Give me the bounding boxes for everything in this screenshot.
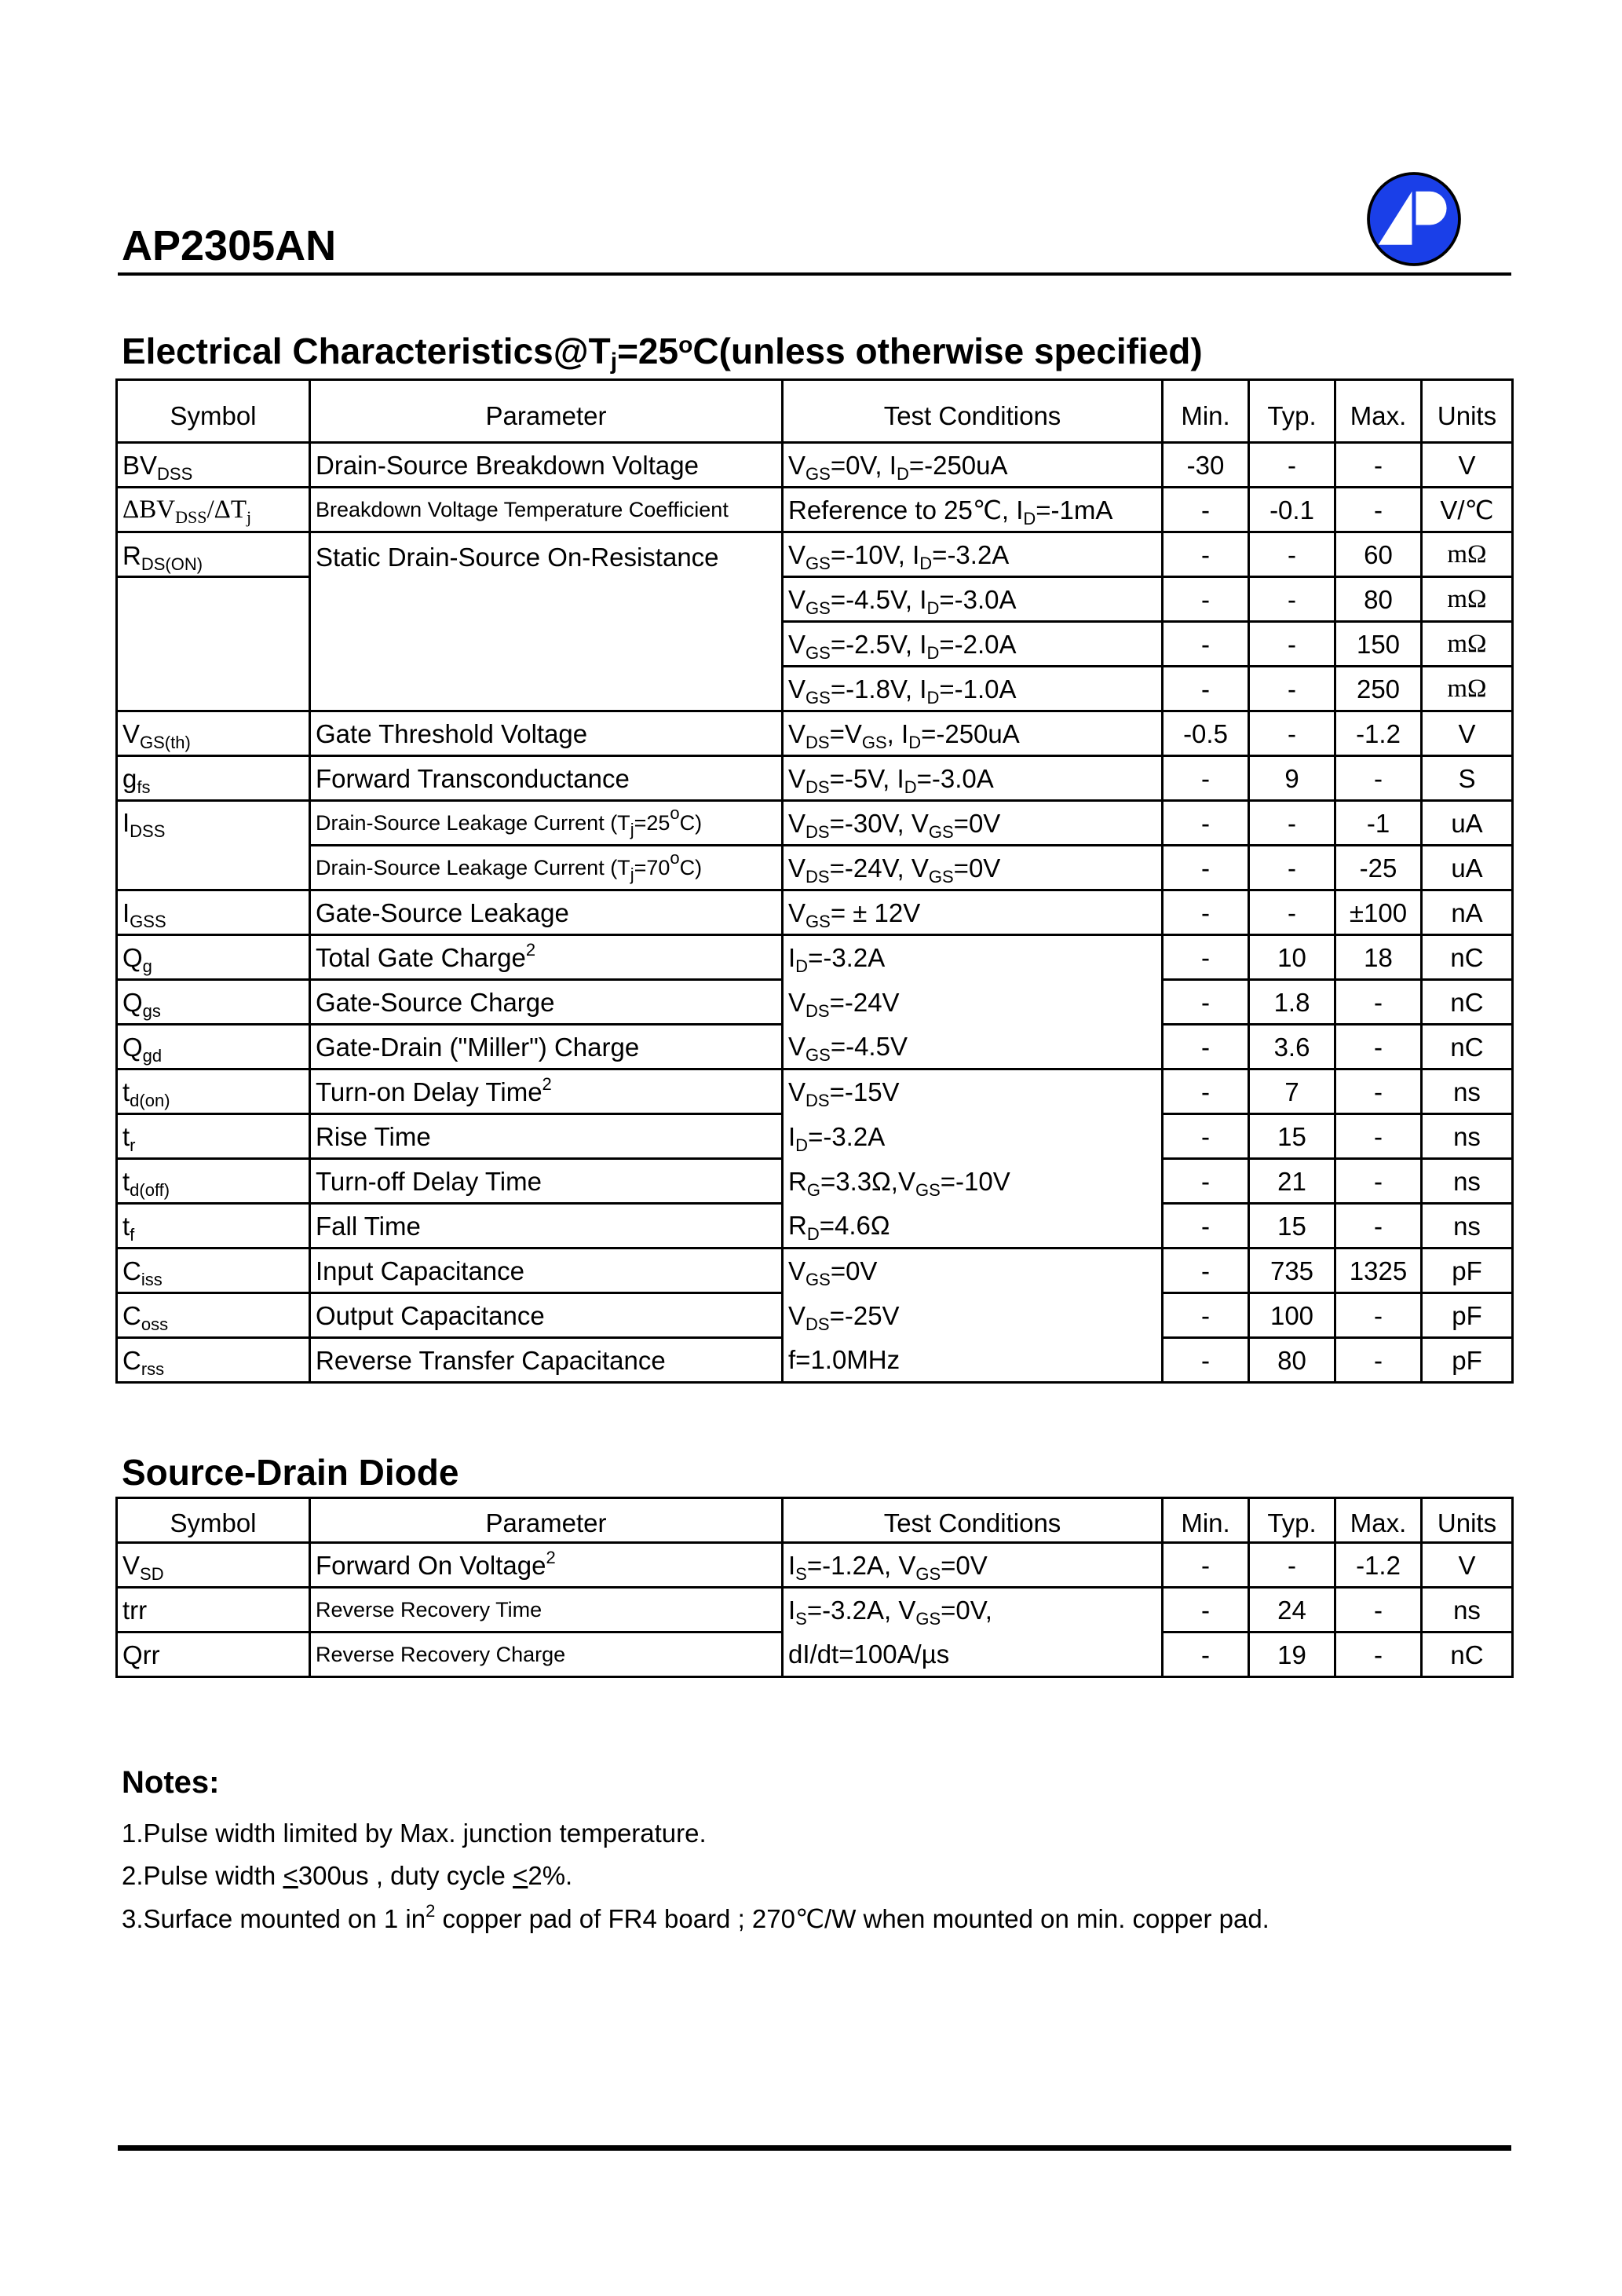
typ-value: 1.8 — [1249, 980, 1335, 1025]
notes-title: Notes: — [122, 1765, 220, 1800]
min-value: - — [1163, 577, 1249, 622]
typ-value: - — [1249, 890, 1335, 935]
symbol: $C_{oss}$ — [117, 1293, 310, 1338]
units: pF — [1422, 1249, 1513, 1293]
typ-value: 100 — [1249, 1293, 1335, 1338]
typ-value: - — [1249, 711, 1335, 756]
test-condition: $V_{GS}=-10V$, $I_D=-3.2A$ — [783, 532, 1163, 577]
table-row — [117, 890, 1513, 935]
min-value: - — [1163, 622, 1249, 667]
symbol: Qrr — [117, 1632, 310, 1677]
note-1: 1.Pulse width limited by Max. junction temperature. — [122, 1819, 707, 1848]
test-condition: $V_{DS}=-25V$ — [783, 1293, 1163, 1338]
table-row — [117, 846, 1513, 890]
units: mΩ — [1422, 622, 1513, 667]
units: nC — [1422, 1025, 1513, 1069]
typ-value: 7 — [1249, 1069, 1335, 1114]
symbol: $C_{rss}$ — [117, 1338, 310, 1383]
parameter: Input Capacitance — [310, 1249, 783, 1293]
table-row — [117, 711, 1513, 756]
parameter: Static Drain-Source On-Resistance — [310, 532, 783, 711]
min-value: - — [1163, 1114, 1249, 1159]
max-value: -1.2 — [1335, 1543, 1422, 1588]
min-value: - — [1163, 1338, 1249, 1383]
units: nC — [1422, 980, 1513, 1025]
table-row — [117, 443, 1513, 488]
typ-value: 10 — [1249, 935, 1335, 980]
test-condition: $R_G=3.3\Omega,V_{GS}=-10V$ — [783, 1159, 1163, 1204]
max-value: 150 — [1335, 622, 1422, 667]
test-condition: $V_{GS}=-4.5V$ — [783, 1025, 1163, 1069]
units: ns — [1422, 1069, 1513, 1114]
table-row — [117, 1249, 1513, 1293]
test-condition: $V_{DS}=V_{GS}$, $I_D=-250uA$ — [783, 711, 1163, 756]
sd-section-title: Source-Drain Diode — [122, 1452, 459, 1493]
test-condition: f=1.0MHz — [783, 1338, 1163, 1383]
table-row — [117, 1588, 1513, 1632]
units: V — [1422, 1543, 1513, 1588]
col-parameter: Parameter — [310, 380, 783, 443]
test-condition: $V_{GS}=0V$, $I_D=-250uA$ — [783, 443, 1163, 488]
min-value: - — [1163, 1632, 1249, 1677]
col-symbol: Symbol — [117, 1498, 310, 1543]
table-row — [117, 1543, 1513, 1588]
typ-value: 15 — [1249, 1204, 1335, 1249]
max-value: ±100 — [1335, 890, 1422, 935]
symbol: $I_{GSS}$ — [117, 890, 310, 935]
symbol: $t_{d(on)}$ — [117, 1069, 310, 1114]
parameter: Forward On Voltage$^2$ — [310, 1543, 783, 1588]
table-row — [117, 1114, 1513, 1159]
max-value: - — [1335, 1293, 1422, 1338]
parameter: Fall Time — [310, 1204, 783, 1249]
test-condition: $V_{GS}= \pm 12V$ — [783, 890, 1163, 935]
min-value: -30 — [1163, 443, 1249, 488]
table-row — [117, 1338, 1513, 1383]
table-row — [117, 756, 1513, 801]
table-row — [117, 1293, 1513, 1338]
col-test-conditions: Test Conditions — [783, 1498, 1163, 1543]
max-value: - — [1335, 1588, 1422, 1632]
min-value: - — [1163, 1249, 1249, 1293]
symbol: $Q_{gd}$ — [117, 1025, 310, 1069]
test-condition: $I_S=-1.2A$, $V_{GS}=0V$ — [783, 1543, 1163, 1588]
units: V/℃ — [1422, 488, 1513, 532]
max-value: 250 — [1335, 667, 1422, 711]
note-3: 3.Surface mounted on 1 $in^2$ copper pad of FR4 board ; 270℃/W when mounted on min. copper pad. — [122, 1901, 1269, 1933]
typ-value: - — [1249, 1543, 1335, 1588]
symbol: $C_{iss}$ — [117, 1249, 310, 1293]
units: mΩ — [1422, 667, 1513, 711]
min-value: - — [1163, 1069, 1249, 1114]
units: V — [1422, 711, 1513, 756]
parameter: Reverse Transfer Capacitance — [310, 1338, 783, 1383]
col-parameter: Parameter — [310, 1498, 783, 1543]
symbol: $t_{d(off)}$ — [117, 1159, 310, 1204]
typ-value: 21 — [1249, 1159, 1335, 1204]
col-min: Min. — [1163, 1498, 1249, 1543]
ec-section-title: Electrical $Characteristics@T_j=25^oC(unless$ otherwise specified) — [122, 331, 1203, 375]
table-header-row — [117, 1498, 1513, 1543]
test-condition: $V_{DS}=-24V$ — [783, 980, 1163, 1025]
test-condition: $V_{DS}=-5V$, $I_D=-3.0A$ — [783, 756, 1163, 801]
min-value: - — [1163, 801, 1249, 846]
test-condition: $R_D=4.6\Omega$ — [783, 1204, 1163, 1249]
parameter: Reverse Recovery Time — [310, 1588, 783, 1632]
symbol-empty — [117, 577, 310, 711]
parameter: Forward Transconductance — [310, 756, 783, 801]
test-condition: $V_{GS}=-4.5V$, $I_D=-3.0A$ — [783, 577, 1163, 622]
max-value: - — [1335, 756, 1422, 801]
parameter: Gate-Source Leakage — [310, 890, 783, 935]
min-value: - — [1163, 890, 1249, 935]
col-max: Max. — [1335, 380, 1422, 443]
units: V — [1422, 443, 1513, 488]
symbol: $Q_g$ — [117, 935, 310, 980]
units: ns — [1422, 1114, 1513, 1159]
max-value: -1.2 — [1335, 711, 1422, 756]
symbol: $t_f$ — [117, 1204, 310, 1249]
min-value: - — [1163, 667, 1249, 711]
units: nC — [1422, 935, 1513, 980]
parameter: Gate Threshold Voltage — [310, 711, 783, 756]
max-value: - — [1335, 1025, 1422, 1069]
symbol: trr — [117, 1588, 310, 1632]
electrical-characteristics-table — [115, 378, 1514, 1384]
document-title: AP2305AN — [122, 222, 337, 269]
units: mΩ — [1422, 532, 1513, 577]
min-value: - — [1163, 935, 1249, 980]
test-condition: Reference to 25℃, $I_D=-1mA$ — [783, 488, 1163, 532]
typ-value: - — [1249, 846, 1335, 890]
units: mΩ — [1422, 577, 1513, 622]
test-condition: $V_{DS}=-15V$ — [783, 1069, 1163, 1114]
min-value: - — [1163, 846, 1249, 890]
typ-value: 735 — [1249, 1249, 1335, 1293]
units: pF — [1422, 1293, 1513, 1338]
test-condition: $V_{GS}=-1.8V$, $I_D=-1.0A$ — [783, 667, 1163, 711]
min-value: - — [1163, 1588, 1249, 1632]
col-min: Min. — [1163, 380, 1249, 443]
units: uA — [1422, 801, 1513, 846]
typ-value: - — [1249, 532, 1335, 577]
min-value: - — [1163, 1543, 1249, 1588]
symbol: $V_{SD}$ — [117, 1543, 310, 1588]
source-drain-diode-table — [115, 1497, 1514, 1678]
col-units: Units — [1422, 380, 1513, 443]
col-units: Units — [1422, 1498, 1513, 1543]
typ-value: 3.6 — [1249, 1025, 1335, 1069]
table-row — [117, 1069, 1513, 1114]
table-row — [117, 801, 1513, 846]
test-condition: $V_{GS}=-2.5V$, $I_D=-2.0A$ — [783, 622, 1163, 667]
parameter: Breakdown Voltage Temperature Coefficient — [310, 488, 783, 532]
symbol: $g_{fs}$ — [117, 756, 310, 801]
max-value: -25 — [1335, 846, 1422, 890]
max-value: -1 — [1335, 801, 1422, 846]
min-value: - — [1163, 532, 1249, 577]
min-value: - — [1163, 1204, 1249, 1249]
table-row — [117, 1025, 1513, 1069]
test-condition: dI/dt=100A/µs — [783, 1632, 1163, 1677]
max-value: - — [1335, 443, 1422, 488]
min-value: - — [1163, 1025, 1249, 1069]
typ-value: - — [1249, 443, 1335, 488]
max-value: - — [1335, 1632, 1422, 1677]
units: nC — [1422, 1632, 1513, 1677]
col-typ: Typ. — [1249, 380, 1335, 443]
test-condition: $I_D=-3.2A$ — [783, 1114, 1163, 1159]
col-max: Max. — [1335, 1498, 1422, 1543]
units: pF — [1422, 1338, 1513, 1383]
typ-value: 24 — [1249, 1588, 1335, 1632]
symbol: $V_{GS(th)}$ — [117, 711, 310, 756]
symbol: $R_{DS(ON)}$ — [117, 532, 310, 577]
test-condition: $V_{DS}=-24V$, $V_{GS}=0V$ — [783, 846, 1163, 890]
typ-value: - — [1249, 667, 1335, 711]
max-value: - — [1335, 488, 1422, 532]
col-test-conditions: Test Conditions — [783, 380, 1163, 443]
parameter: Drain-Source Leakage Current $(T_j=25^oC)$ — [310, 801, 783, 846]
parameter: Drain-Source Breakdown Voltage — [310, 443, 783, 488]
table-header-row — [117, 380, 1513, 443]
max-value: - — [1335, 1338, 1422, 1383]
typ-value: - — [1249, 801, 1335, 846]
max-value: - — [1335, 1114, 1422, 1159]
units: S — [1422, 756, 1513, 801]
symbol: $BV_{DSS}$ — [117, 443, 310, 488]
symbol: $I_{DSS}$ — [117, 801, 310, 890]
table-row — [117, 1159, 1513, 1204]
parameter: Turn-off Delay Time — [310, 1159, 783, 1204]
parameter: Turn-on Delay Time$^2$ — [310, 1069, 783, 1114]
note-2: 2.Pulse width <300us , duty cycle <2%. — [122, 1861, 573, 1890]
test-condition: $V_{GS}=0V$ — [783, 1249, 1163, 1293]
company-logo — [1364, 170, 1463, 269]
parameter: Output Capacitance — [310, 1293, 783, 1338]
parameter: Reverse Recovery Charge — [310, 1632, 783, 1677]
max-value: - — [1335, 1159, 1422, 1204]
typ-value: 80 — [1249, 1338, 1335, 1383]
symbol: $Q_{gs}$ — [117, 980, 310, 1025]
table-row — [117, 1204, 1513, 1249]
max-value: 80 — [1335, 577, 1422, 622]
symbol: $\Delta BV_{DSS}/\Delta T_j$ — [117, 488, 310, 532]
table-row — [117, 935, 1513, 980]
typ-value: - — [1249, 577, 1335, 622]
test-condition: $I_S=-3.2A$, $V_{GS}=0V$, — [783, 1588, 1163, 1632]
table-row — [117, 1632, 1513, 1677]
typ-value: 19 — [1249, 1632, 1335, 1677]
symbol: $t_r$ — [117, 1114, 310, 1159]
table-row — [117, 532, 1513, 577]
table-row — [117, 980, 1513, 1025]
max-value: 1325 — [1335, 1249, 1422, 1293]
typ-value: 15 — [1249, 1114, 1335, 1159]
parameter: Drain-Source Leakage Current $(T_j=70^oC)$ — [310, 846, 783, 890]
table-row — [117, 488, 1513, 532]
parameter: Rise Time — [310, 1114, 783, 1159]
min-value: - — [1163, 756, 1249, 801]
min-value: - — [1163, 488, 1249, 532]
test-condition: $V_{DS}=-30V$, $V_{GS}=0V$ — [783, 801, 1163, 846]
parameter: Total Gate Charge$^2$ — [310, 935, 783, 980]
max-value: 18 — [1335, 935, 1422, 980]
units: ns — [1422, 1159, 1513, 1204]
min-value: - — [1163, 980, 1249, 1025]
parameter: Gate-Source Charge — [310, 980, 783, 1025]
header-rule — [118, 272, 1511, 276]
units: nA — [1422, 890, 1513, 935]
min-value: - — [1163, 1159, 1249, 1204]
min-value: - — [1163, 1293, 1249, 1338]
units: ns — [1422, 1588, 1513, 1632]
max-value: - — [1335, 980, 1422, 1025]
typ-value: - — [1249, 622, 1335, 667]
parameter: Gate-Drain ("Miller") Charge — [310, 1025, 783, 1069]
max-value: - — [1335, 1069, 1422, 1114]
footer-rule — [118, 2145, 1511, 2151]
max-value: - — [1335, 1204, 1422, 1249]
units: uA — [1422, 846, 1513, 890]
max-value: 60 — [1335, 532, 1422, 577]
min-value: -0.5 — [1163, 711, 1249, 756]
col-typ: Typ. — [1249, 1498, 1335, 1543]
col-symbol: Symbol — [117, 380, 310, 443]
typ-value: -0.1 — [1249, 488, 1335, 532]
typ-value: 9 — [1249, 756, 1335, 801]
units: ns — [1422, 1204, 1513, 1249]
test-condition: $I_D=-3.2A$ — [783, 935, 1163, 980]
